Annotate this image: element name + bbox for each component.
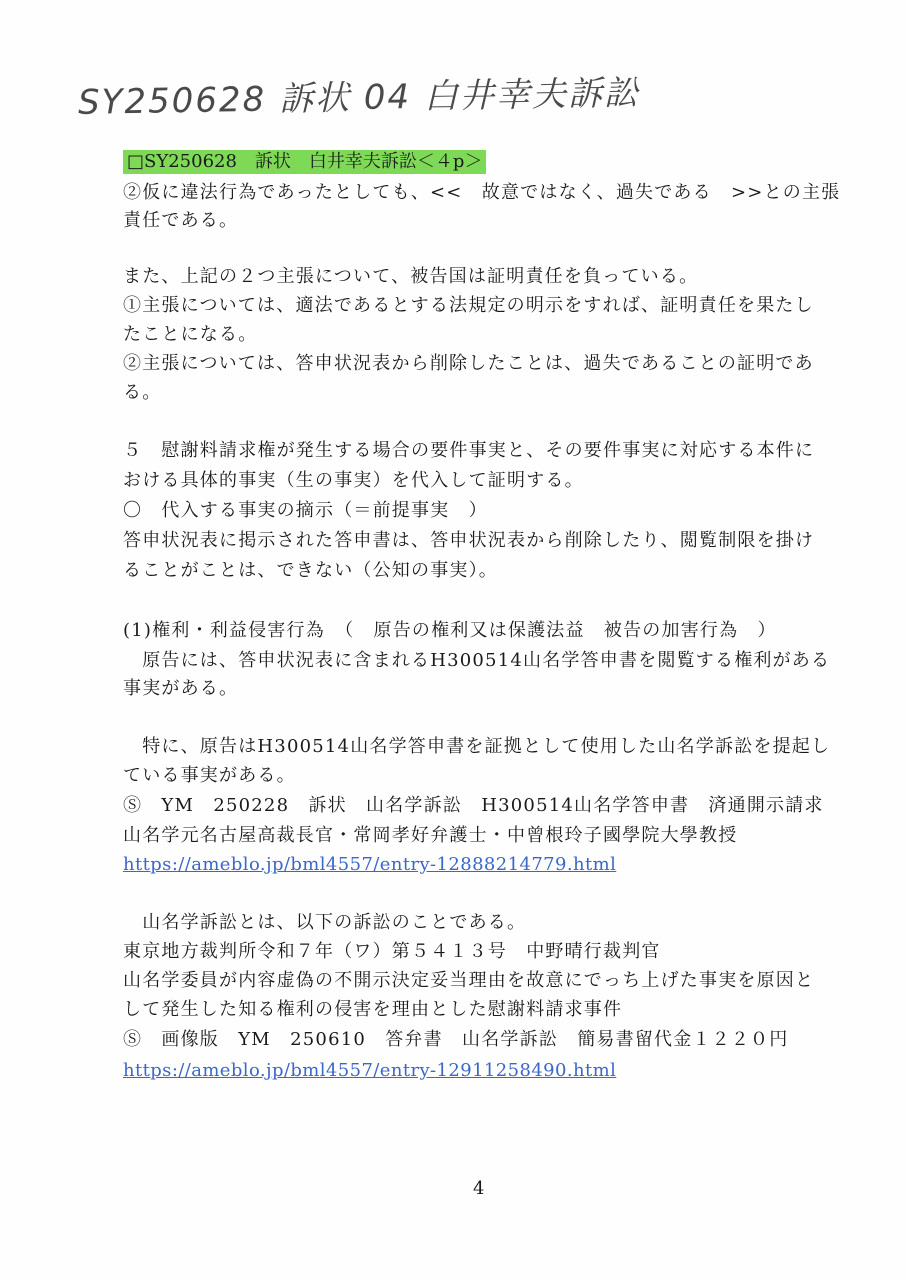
text-line: る。: [123, 382, 162, 403]
text-line: 〇 代入する事実の摘示（＝前提事実 ）: [123, 500, 488, 521]
entry-link-1[interactable]: https://ameblo.jp/bml4557/entry-12888214779.html: [123, 854, 617, 875]
text-line: 特に、原告はH300514山名学答申書を証拠として使用した山名学訴訟を提起し: [123, 736, 831, 757]
handwritten-title: SY250628 訴状 04 白井幸夫訴訟: [77, 73, 641, 123]
text-line: 山名学委員が内容虚偽の不開示決定妥当理由を故意にでっち上げた事実を原因と: [123, 970, 815, 991]
text-line: 東京地方裁判所令和７年（ワ）第５４１３号 中野晴行裁判官: [123, 941, 661, 962]
text-line: Ⓢ YM 250228 訴状 山名学訴訟 H300514山名学答申書 済通開示請求: [123, 795, 824, 816]
text-line: 原告には、答申状況表に含まれるH300514山名学答申書を閲覧する権利がある: [123, 650, 831, 671]
text-line: たことになる。: [123, 324, 258, 345]
text-line: 山名学訴訟とは、以下の訴訟のことである。: [123, 912, 527, 933]
text-line: 事実がある。: [123, 678, 239, 699]
text-line: また、上記の２つ主張について、被告国は証明責任を負っている。: [123, 266, 699, 287]
text-line: Ⓢ 画像版 YM 250610 答弁書 山名学訴訟 簡易書留代金１２２０円: [123, 1029, 789, 1050]
page-number: 4: [473, 1178, 485, 1199]
entry-link-2[interactable]: https://ameblo.jp/bml4557/entry-12911258490.html: [123, 1060, 617, 1081]
section-heading: □SY250628 訴状 白井幸夫訴訟＜４p＞: [123, 150, 486, 174]
text-line: ることがことは、できない（公知の事実）。: [123, 560, 498, 581]
text-line: 山名学元名古屋高裁長官・常岡孝好弁護士・中曾根玲子國學院大學教授: [123, 825, 738, 846]
text-line: 責任である。: [123, 210, 239, 231]
text-line: ①主張については、適法であるとする法規定の明示をすれば、証明責任を果たし: [123, 295, 814, 316]
text-line: 答申状況表に掲示された答申書は、答申状況表から削除したり、閲覧制限を掛け: [123, 530, 815, 551]
text-line: おける具体的事実（生の事実）を代入して証明する。: [123, 470, 584, 491]
text-line: ②仮に違法行為であったとしても、<< 故意ではなく、過失である >>との主張: [123, 182, 841, 203]
text-line: ている事実がある。: [123, 765, 296, 786]
text-line: (1)権利・利益侵害行為 （ 原告の権利又は保護法益 被告の加害行為 ）: [123, 620, 777, 641]
text-line: ５ 慰謝料請求権が発生する場合の要件事実と、その要件事実に対応する本件に: [123, 440, 815, 461]
text-line: ②主張については、答申状況表から削除したことは、過失であることの証明であ: [123, 353, 814, 374]
text-line: して発生した知る権利の侵害を理由とした慰謝料請求事件: [123, 999, 623, 1020]
